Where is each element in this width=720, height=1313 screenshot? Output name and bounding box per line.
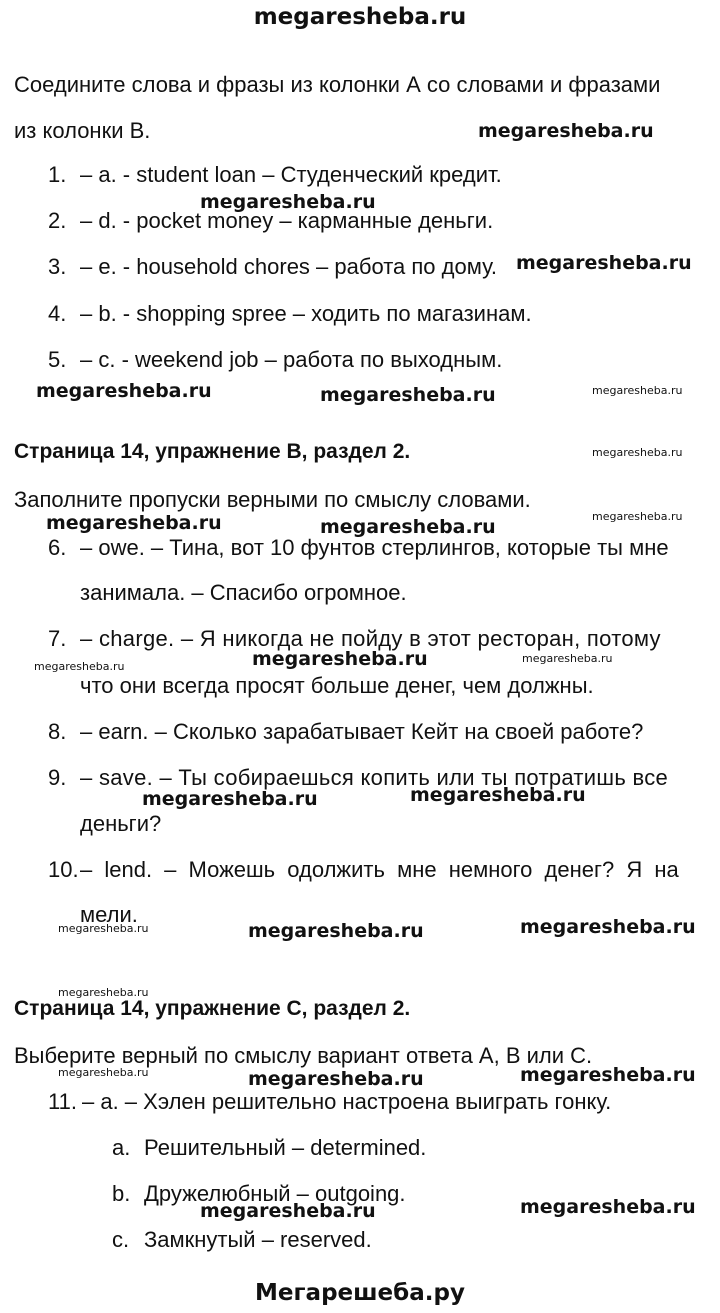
item-number: 4. <box>48 301 67 326</box>
item-number: 10. <box>48 857 79 882</box>
footer-title: Мегарешеба.ру <box>255 1280 465 1306</box>
section-b-heading: Страница 14, упражнение В, раздел 2. <box>14 440 411 463</box>
list-item <box>48 162 502 188</box>
list-item <box>48 254 498 280</box>
question-text: – a. – Хэлен решительно настроена выиграть гонку. <box>82 1089 612 1114</box>
watermark: megaresheba.ru <box>36 380 212 402</box>
item-number: 9. <box>48 765 67 790</box>
section-c-heading: Страница 14, упражнение С, раздел 2. <box>14 997 411 1020</box>
watermark-small: megaresheba.ru <box>592 384 683 397</box>
watermark-small: megaresheba.ru <box>58 1066 149 1079</box>
watermark-small: megaresheba.ru <box>592 510 683 523</box>
watermark: megaresheba.ru <box>520 1196 696 1218</box>
item-number: 7. <box>48 626 67 651</box>
list-item <box>48 301 532 327</box>
watermark-small: megaresheba.ru <box>34 660 125 673</box>
item-text-continued: мели. <box>80 902 138 927</box>
section-b-instruction: Заполните пропуски верными по смыслу словами. <box>14 487 531 512</box>
item-text: – charge. – Я никогда не пойду в этот ресторан, потому <box>80 626 661 651</box>
watermark: megaresheba.ru <box>200 191 376 213</box>
item-number: 3. <box>48 254 67 279</box>
watermark: megaresheba.ru <box>320 384 496 406</box>
watermark-small: megaresheba.ru <box>58 922 149 935</box>
list-item <box>48 208 494 234</box>
option-item <box>112 1135 427 1161</box>
item-number: 8. <box>48 719 67 744</box>
section-c-instruction: Выберите верный по смыслу вариант ответа А, В или С. <box>14 1043 593 1068</box>
option-text: Дружелюбный – outgoing. <box>144 1181 406 1206</box>
option-text: Замкнутый – reserved. <box>144 1227 372 1252</box>
item-text: – save. – Ты собираешься копить или ты потратишь все <box>80 765 669 790</box>
watermark: megaresheba.ru <box>516 252 692 274</box>
watermark: megaresheba.ru <box>248 1068 424 1090</box>
watermark-small: megaresheba.ru <box>592 446 683 459</box>
item-text: – b. - shopping spree – ходить по магазинам. <box>80 301 532 326</box>
instruction-a-line1: Соедините слова и фразы из колонки А со словами и фразами <box>14 72 661 97</box>
item-text: – lend. – Можешь одолжить мне немного денег? Я на <box>80 857 679 882</box>
option-letter: c. <box>112 1227 130 1252</box>
site-title: megaresheba.ru <box>253 4 467 30</box>
item-number: 5. <box>48 347 67 372</box>
item-text-continued: что они всегда просят больше денег, чем должны. <box>80 673 594 698</box>
item-text: – earn. – Сколько зарабатывает Кейт на своей работе? <box>80 719 644 744</box>
option-text: Решительный – determined. <box>144 1135 427 1160</box>
item-text-continued: занимала. – Спасибо огромное. <box>80 580 407 605</box>
item-number: 6. <box>48 535 67 560</box>
watermark: megaresheba.ru <box>200 1200 376 1222</box>
option-letter: a. <box>112 1135 131 1160</box>
option-letter: b. <box>112 1181 131 1206</box>
watermark: megaresheba.ru <box>142 788 318 810</box>
watermark: megaresheba.ru <box>248 920 424 942</box>
watermark: megaresheba.ru <box>410 784 586 806</box>
option-item <box>112 1181 406 1207</box>
watermark: megaresheba.ru <box>520 1064 696 1086</box>
instruction-a-line2: из колонки В. <box>14 118 151 143</box>
item-number: 1. <box>48 162 67 187</box>
item-text: – c. - weekend job – работа по выходным. <box>80 347 503 372</box>
watermark-small: megaresheba.ru <box>522 652 613 665</box>
item-text: – a. - student loan – Студенческий кредит. <box>80 162 502 187</box>
watermark: megaresheba.ru <box>520 916 696 938</box>
watermark: megaresheba.ru <box>46 512 222 534</box>
watermark: megaresheba.ru <box>478 120 654 142</box>
question-number: 11. <box>48 1089 77 1114</box>
item-text: – d. - pocket money – карманные деньги. <box>80 208 494 233</box>
item-text-continued: деньги? <box>80 811 162 836</box>
item-text: – owe. – Тина, вот 10 фунтов стерлингов, которые ты мне <box>80 535 669 560</box>
option-item <box>112 1227 372 1253</box>
watermark-small: megaresheba.ru <box>58 986 149 999</box>
item-text: – e. - household chores – работа по дому. <box>80 254 498 279</box>
watermark: megaresheba.ru <box>320 516 496 538</box>
item-number: 2. <box>48 208 67 233</box>
list-item <box>48 347 503 373</box>
watermark: megaresheba.ru <box>252 648 428 670</box>
